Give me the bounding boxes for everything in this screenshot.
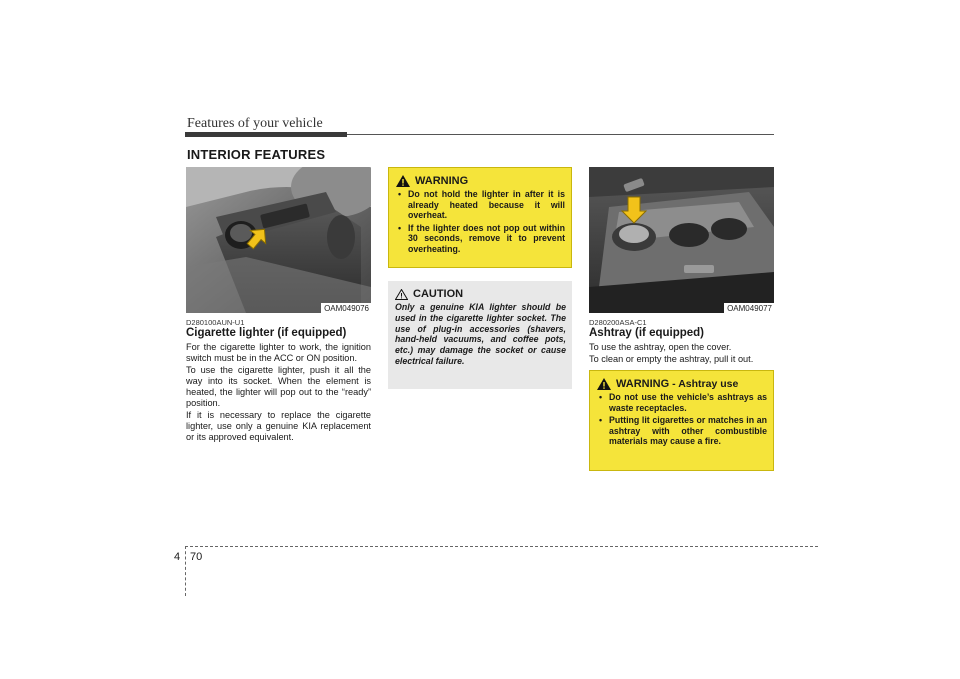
lighter-body — [186, 342, 371, 444]
lighter-photo — [186, 167, 371, 313]
warning-title — [597, 378, 767, 390]
footer-divider — [185, 546, 186, 596]
ashtray-heading: Ashtray (if equipped) — [589, 327, 705, 339]
photo-label: OAM049077 — [724, 303, 774, 313]
chapter-number: 4 — [174, 551, 181, 563]
warning-list — [396, 189, 565, 255]
photo-label: OAM049076 — [321, 303, 371, 313]
body-paragraph: For the cigarette lighter to work, the ignition switch must be in the ACC or ON position. — [186, 342, 371, 363]
header-bar — [185, 132, 347, 137]
list-item: • Putting lit cigarettes or matches in an ashtray with other combustible materials may cause a fire. — [597, 415, 767, 447]
section-code: D280100AUN-U1 — [186, 318, 245, 327]
warning-title-text: WARNING — [415, 175, 469, 187]
warning-icon — [396, 175, 410, 187]
ashtray-illustration — [589, 167, 774, 313]
section-code: D280200ASA-C1 — [589, 318, 647, 327]
caution-box — [388, 281, 572, 389]
ashtray-warning-box — [589, 370, 774, 471]
section-title: INTERIOR FEATURES — [187, 147, 326, 162]
caution-title — [395, 288, 566, 300]
warning-list — [597, 392, 767, 447]
page-number: 70 — [190, 551, 203, 563]
list-item: • If the lighter does not pop out within 30 seconds, remove it to prevent overheating. — [396, 223, 565, 255]
body-paragraph: To use the ashtray, open the cover. — [589, 342, 732, 352]
body-paragraph: To clean or empty the ashtray, pull it out. — [589, 354, 754, 364]
list-item: • Do not use the vehicle’s ashtrays as waste receptacles. — [597, 392, 767, 413]
footer-rule — [185, 546, 818, 547]
list-item: • Do not hold the lighter in after it is already heated because it will overheat. — [396, 189, 565, 221]
warning-title — [396, 175, 565, 187]
header-rule — [347, 134, 774, 135]
body-paragraph: To use the cigarette lighter, push it all the way into its socket. When the element is heated, the lighter will pop out to the “ready” position. — [186, 365, 371, 408]
caution-text: Only a genuine KIA lighter should be used in the cigarette lighter socket. The use of plug-in accessories (shavers, hand-held vacuums, and coffee pots, etc.) may damage the socket or cause electrical failure. — [395, 302, 566, 366]
ashtray-body — [589, 342, 774, 366]
warning-title-text: WARNING — [616, 378, 670, 390]
warning-icon — [597, 378, 611, 390]
ashtray-photo — [589, 167, 774, 313]
warning-subtitle: - Ashtray use — [672, 378, 739, 390]
caution-icon — [395, 289, 408, 300]
body-paragraph: If it is necessary to replace the cigarette lighter, use only a genuine KIA replacement or its approved equivalent. — [186, 410, 371, 442]
header-title: Features of your vehicle — [187, 116, 323, 131]
caution-title-text: CAUTION — [413, 288, 464, 300]
lighter-illustration — [186, 167, 371, 313]
lighter-heading: Cigarette lighter (if equipped) — [186, 327, 347, 339]
warning-box — [388, 167, 572, 268]
